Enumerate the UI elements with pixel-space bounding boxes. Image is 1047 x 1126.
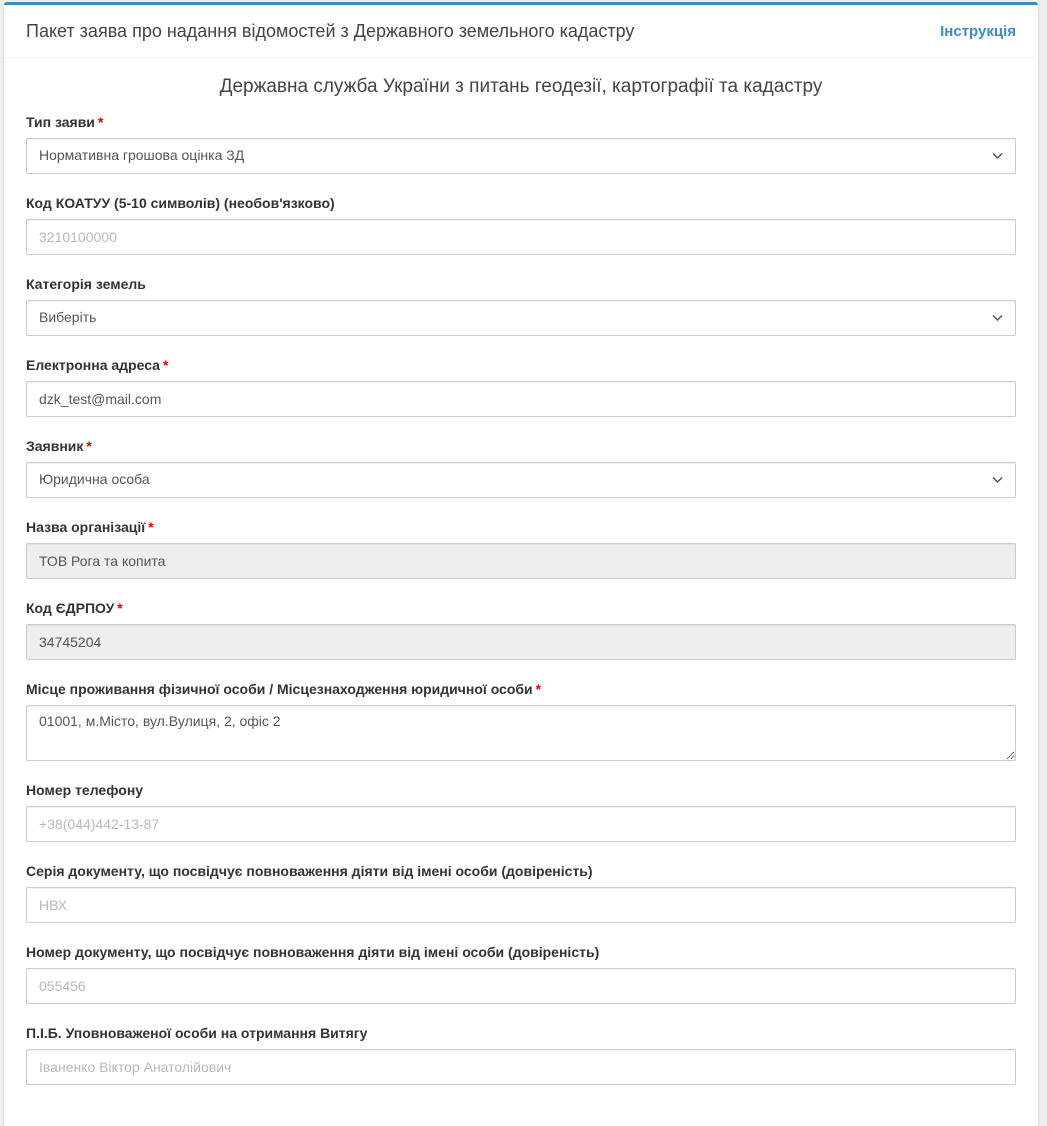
label-text: Тип заяви <box>26 114 95 130</box>
phone-input[interactable] <box>26 806 1016 842</box>
field-group-authorized-person <box>26 1025 1016 1085</box>
field-group-doc-series <box>26 863 1016 923</box>
label-text: Номер документу, що посвідчує повноваження діяти від імені особи (довіреність) <box>26 944 600 960</box>
field-group-land-category <box>26 276 1016 336</box>
required-asterisk: * <box>162 357 169 373</box>
label-text: П.І.Б. Уповноваженої особи на отримання Витягу <box>26 1025 368 1041</box>
field-group-email <box>26 357 1016 417</box>
required-asterisk: * <box>86 438 92 454</box>
label-text: Назва організації <box>26 519 146 535</box>
label-text: Заявник <box>26 438 84 454</box>
field-group-org-name <box>26 519 1016 579</box>
label-text: Серія документу, що посвідчує повноваження діяти від імені особи (довіреність) <box>26 863 593 879</box>
phone-label <box>26 782 1016 798</box>
doc-series-input[interactable] <box>26 887 1016 923</box>
required-asterisk: * <box>117 600 123 616</box>
required-asterisk: * <box>148 519 154 535</box>
koatuu-input[interactable] <box>26 219 1016 255</box>
application-panel <box>4 2 1038 1126</box>
field-group-doc-number <box>26 944 1016 1004</box>
org-name-field <box>26 543 1016 579</box>
land-category-select-wrap <box>26 300 1016 336</box>
address-label <box>26 681 1016 697</box>
instruction-link[interactable]: Інструкція <box>940 23 1016 40</box>
service-subtitle: Державна служба України з питань геодезії, картографії та кадастру <box>219 76 823 97</box>
land-category-label <box>26 276 1016 292</box>
required-asterisk: * <box>535 681 542 697</box>
field-group-applicant <box>26 438 1016 498</box>
field-group-application-type <box>26 114 1016 174</box>
koatuu-label <box>26 195 1016 211</box>
address-textarea[interactable] <box>26 705 1016 761</box>
doc-number-label <box>26 944 1016 960</box>
application-type-select-wrap <box>26 138 1016 174</box>
email-field[interactable] <box>26 381 1016 417</box>
page-title: Пакет заява про надання відомостей з Державного земельного кадастру <box>26 21 635 41</box>
authorized-person-input[interactable] <box>26 1049 1016 1085</box>
label-text: Код ЄДРПОУ <box>26 600 115 616</box>
edrpou-label <box>26 600 1016 616</box>
application-type-select[interactable] <box>26 138 1016 174</box>
label-text: Електронна адреса <box>26 357 160 373</box>
land-category-select[interactable] <box>26 300 1016 336</box>
panel-header <box>4 5 1038 58</box>
applicant-select-wrap <box>26 462 1016 498</box>
applicant-select[interactable] <box>26 462 1016 498</box>
field-group-phone <box>26 782 1016 842</box>
label-text: Місце проживання фізичної особи / Місцезнаходження юридичної особи <box>26 681 533 697</box>
application-type-label <box>26 114 1016 130</box>
label-text: Номер телефону <box>26 782 144 798</box>
field-group-koatuu <box>26 195 1016 255</box>
org-name-label <box>26 519 1016 535</box>
panel-body <box>4 58 1038 1126</box>
label-text: Код КОАТУУ (5-10 символів) (необов'язково) <box>26 195 335 211</box>
applicant-label <box>26 438 1016 454</box>
edrpou-field <box>26 624 1016 660</box>
doc-series-label <box>26 863 1016 879</box>
doc-number-input[interactable] <box>26 968 1016 1004</box>
field-group-edrpou <box>26 600 1016 660</box>
field-group-address <box>26 681 1016 761</box>
required-asterisk: * <box>97 114 104 130</box>
authorized-person-label <box>26 1025 1016 1041</box>
label-text: Категорія земель <box>26 276 146 292</box>
email-label <box>26 357 1016 373</box>
